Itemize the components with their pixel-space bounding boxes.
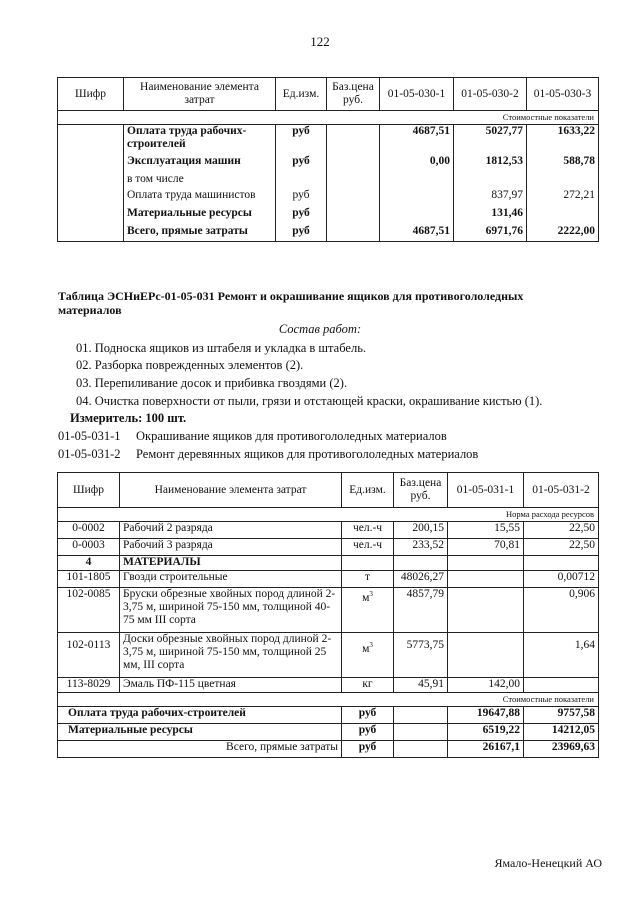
header-col-2: 01-05-030-2: [454, 78, 527, 111]
table-row: 102-0085 Бруски обрезные хвойных пород длиной 2-3,75 м, шириной 75-150 мм, толщиной 40-75 мм III сорта $м^3$ 4857,79 0,906: [58, 588, 599, 633]
total-row: Материальные ресурсы руб 6519,22 14212,05: [58, 724, 599, 741]
table-row: 101-1805 Гвозди строительные т 48026,27 0,00712: [58, 571, 599, 588]
work-item: 03. Перепиливание досок и прибивка гвоздями (2).: [76, 376, 348, 390]
table-row: Эксплуатация машин руб 0,00 1812,53 588,78: [58, 155, 599, 173]
subheader-cost: Стоимостные показатели: [58, 693, 599, 707]
work-item: 04. Очистка поверхности от пыли, грязи и отстающей краски, окрашивание кистью (1).: [76, 394, 543, 408]
header-name: Наименование элемента затрат: [124, 78, 276, 111]
header-col-3: 01-05-030-3: [527, 78, 599, 111]
table-row: в том числе: [58, 173, 599, 189]
work-item: 01. Подноска ящиков из штабеля и укладка в штабель.: [76, 341, 367, 355]
table-row: 0-0003 Рабочий 3 разряда чел.-ч 233,52 70,81 22,50: [58, 539, 599, 556]
code-line: 01-05-031-2 Ремонт деревянных ящиков для противогололедных материалов: [58, 447, 479, 461]
table-row: Всего, прямые затраты руб 4687,51 6971,76 2222,00: [58, 225, 599, 242]
table-row: Материальные ресурсы руб 131,46: [58, 207, 599, 225]
table-row: Оплата труда рабочих-строителей руб 4687,51 5027,77 1633,22: [58, 125, 599, 155]
table-row: 4 МАТЕРИАЛЫ: [58, 556, 599, 571]
header-unit: Ед.изм.: [342, 473, 394, 508]
table-row: Оплата труда машинистов руб 837,97 272,21: [58, 189, 599, 207]
section-title: Таблица ЭСНиЕРс-01-05-031 Ремонт и окрашивание ящиков для противогололедных материалов: [58, 289, 524, 317]
total-row: Всего, прямые затраты руб 26167,1 23969,63: [58, 741, 599, 758]
subheader: Стоимостные показатели: [58, 111, 599, 125]
total-row: Оплата труда рабочих-строителей руб 19647,88 9757,58: [58, 707, 599, 724]
table-row: 113-8029 Эмаль ПФ-115 цветная кг 45,91 142,00: [58, 678, 599, 693]
header-price: Баз.цена руб.: [394, 473, 448, 508]
header-col-1: 01-05-031-1: [448, 473, 524, 508]
header-col-2: 01-05-031-2: [524, 473, 599, 508]
footer-region: Ямало-Ненецкий АО: [494, 856, 602, 870]
header-code: Шифр: [58, 78, 124, 111]
measure: Измеритель: 100 шт.: [70, 411, 187, 425]
subheader: Норма расхода ресурсов: [58, 508, 599, 522]
header-price: Баз.цена руб.: [327, 78, 380, 111]
table-row: 0-0002 Рабочий 2 разряда чел.-ч 200,15 15,55 22,50: [58, 522, 599, 539]
table-cost-01-05-030: [57, 77, 599, 242]
work-item: 02. Разборка поврежденных элементов (2).: [76, 358, 304, 372]
table-resources-01-05-031: [57, 472, 599, 758]
header-unit: Ед.изм.: [276, 78, 327, 111]
header-name: Наименование элемента затрат: [120, 473, 342, 508]
header-col-1: 01-05-030-1: [380, 78, 454, 111]
page-number: 122: [310, 34, 330, 49]
code-line: 01-05-031-1 Окрашивание ящиков для противогололедных материалов: [58, 429, 447, 443]
header-code: Шифр: [58, 473, 120, 508]
table-row: 102-0113 Доски обрезные хвойных пород длиной 2-3,75 м, шириной 75-150 мм, толщиной 25 мм, III сорта $м^3$ 5773,75 1,64: [58, 633, 599, 678]
composition-title: Состав работ:: [278, 322, 362, 336]
